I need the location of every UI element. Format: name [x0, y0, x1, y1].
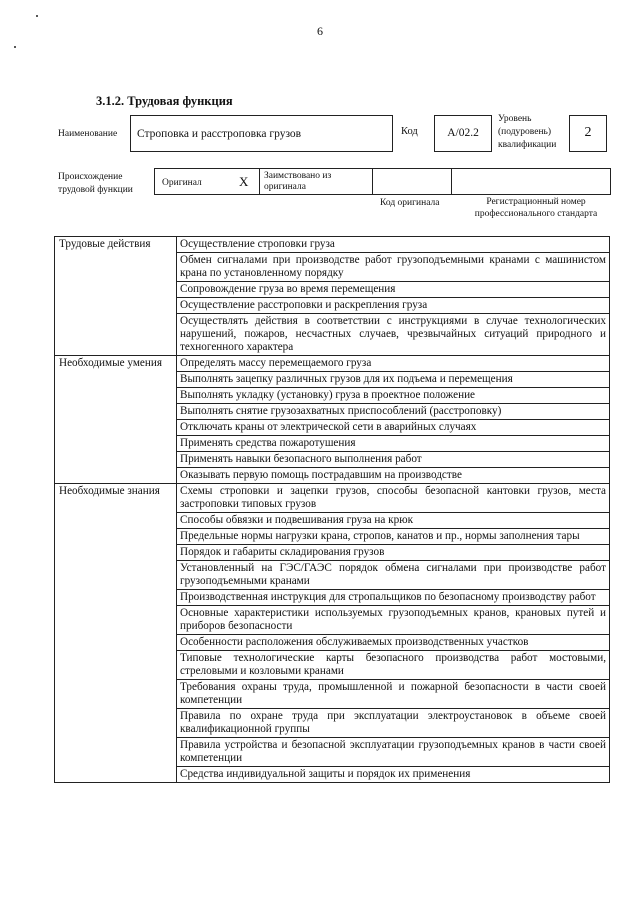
item-cell: Способы обвязки и подвешивания груза на крюк: [177, 513, 610, 529]
table-row: [55, 356, 610, 372]
item-cell: Требования охраны труда, промышленной и пожарной безопасности в части своей компетенции: [177, 680, 610, 709]
item-cell: Основные характеристики используемых грузоподъемных кранов, крановых путей и приборов безопасности: [177, 606, 610, 635]
origin-label: Происхождение трудовой функции: [58, 172, 133, 195]
scan-speck: [14, 46, 16, 48]
item-cell: Схемы строповки и зацепки грузов, способы безопасной кантовки грузов, места застроповки типовых грузов: [177, 484, 610, 513]
origin-row: [154, 168, 611, 195]
table-row: [55, 237, 610, 253]
original-mark: X: [239, 174, 249, 189]
item-cell: Осуществление расстроповки и раскрепления груза: [177, 298, 610, 314]
code-value: A/02.2: [447, 127, 479, 139]
level-value: 2: [584, 125, 592, 140]
item-cell: Применять средства пожаротушения: [177, 436, 610, 452]
borrowed-label: Заимствовано из оригинала: [264, 171, 332, 192]
original-label: Оригинал: [162, 178, 202, 188]
name-label: Наименование: [58, 129, 118, 139]
item-cell: Определять массу перемещаемого груза: [177, 356, 610, 372]
scan-speck: [36, 15, 38, 17]
name-value: Строповка и расстроповка грузов: [137, 128, 302, 140]
item-cell: Осуществлять действия в соответствии с инструкциями в случае технологических нарушений, пожаров, несчастных случаев, чрезвычайных ситуаций природного и техногенного характера: [177, 314, 610, 356]
table-row: [55, 484, 610, 513]
item-cell: Сопровождение груза во время перемещения: [177, 282, 610, 298]
item-cell: Выполнять снятие грузозахватных приспособлений (расстроповку): [177, 404, 610, 420]
page-number: 6: [317, 24, 323, 38]
item-cell: Установленный на ГЭС/ГАЭС порядок обмена сигналами при производстве работ грузоподъемными кранами: [177, 561, 610, 590]
category-cell: Трудовые действия: [55, 237, 177, 356]
item-cell: Обмен сигналами при производстве работ грузоподъемными кранами с машинистом крана по установленному порядку: [177, 253, 610, 282]
divider: [372, 169, 373, 194]
item-cell: Особенности расположения обслуживаемых производственных участков: [177, 635, 610, 651]
code-value-box: [434, 115, 492, 152]
name-value-box: [130, 115, 393, 152]
level-value-box: [569, 115, 607, 152]
item-cell: Осуществление строповки груза: [177, 237, 610, 253]
section-heading: 3.1.2. Трудовая функция: [96, 94, 233, 108]
item-cell: Оказывать первую помощь пострадавшим на производстве: [177, 468, 610, 484]
item-cell: Типовые технологические карты безопасного производства работ мостовыми, стреловыми и козловыми кранами: [177, 651, 610, 680]
item-cell: Средства индивидуальной защиты и порядок их применения: [177, 767, 610, 783]
item-cell: Производственная инструкция для стропальщиков по безопасному производству работ: [177, 590, 610, 606]
divider: [259, 169, 260, 194]
item-cell: Правила по охране труда при эксплуатации электроустановок в объеме своей квалификационной группы: [177, 709, 610, 738]
item-cell: Правила устройства и безопасной эксплуатации грузоподъемных кранов в части своей компетенции: [177, 738, 610, 767]
divider: [451, 169, 452, 194]
reg-number-caption: Регистрационный номер профессионального стандарта: [474, 197, 598, 219]
item-cell: Предельные нормы нагрузки крана, стропов, канатов и пр., нормы заполнения тары: [177, 529, 610, 545]
function-table: [54, 236, 610, 783]
item-cell: Применять навыки безопасного выполнения работ: [177, 452, 610, 468]
item-cell: Отключать краны от электрической сети в аварийных случаях: [177, 420, 610, 436]
item-cell: Порядок и габариты складирования грузов: [177, 545, 610, 561]
code-original-caption: Код оригинала: [380, 198, 440, 208]
item-cell: Выполнять укладку (установку) груза в проектное положение: [177, 388, 610, 404]
level-label: Уровень (подуровень) квалификации: [498, 114, 557, 150]
item-cell: Выполнять зацепку различных грузов для их подъема и перемещения: [177, 372, 610, 388]
code-label: Код: [401, 126, 418, 137]
category-cell: Необходимые знания: [55, 484, 177, 783]
category-cell: Необходимые умения: [55, 356, 177, 484]
